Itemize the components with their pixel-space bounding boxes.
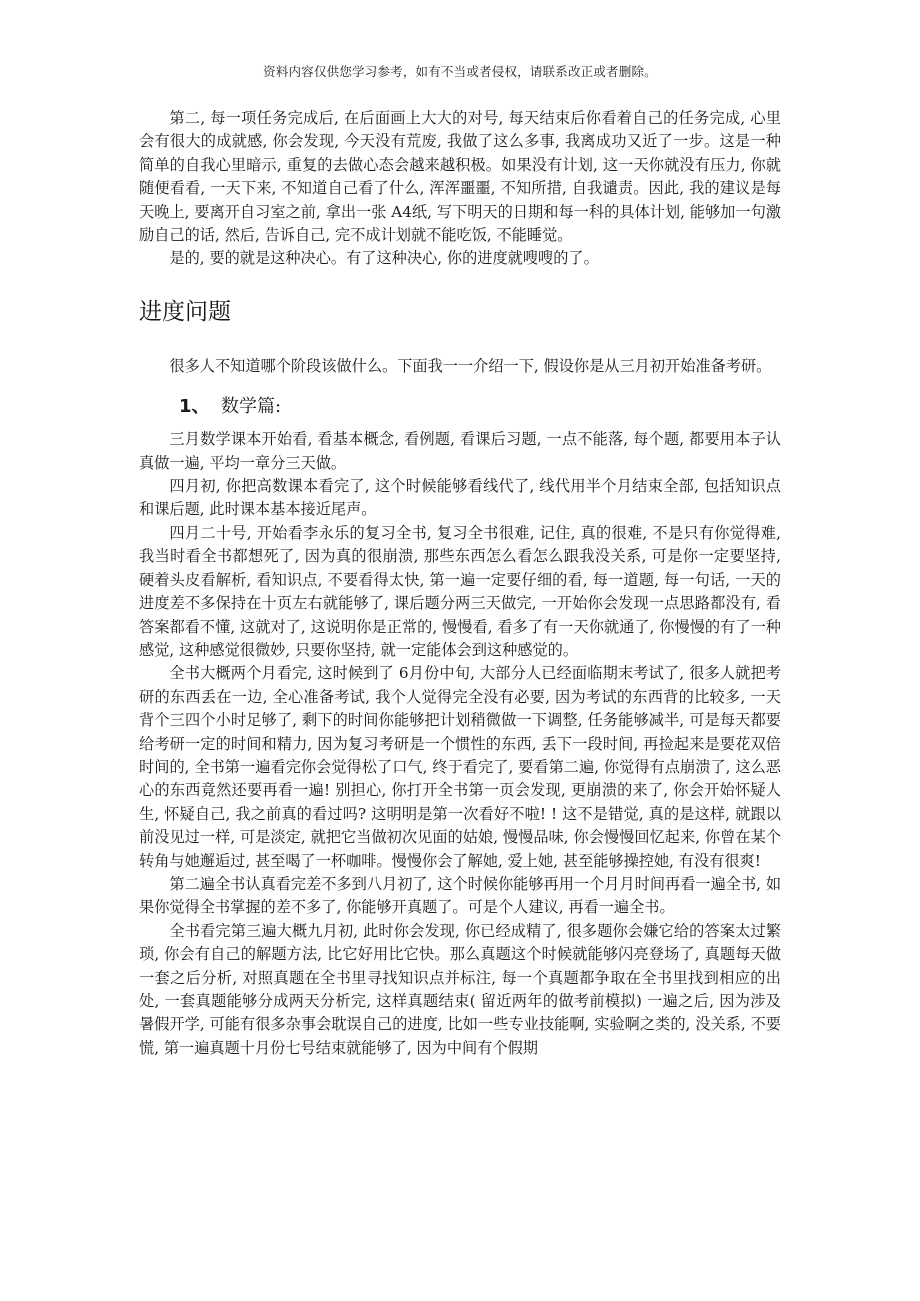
paragraph-two-months: 全书大概两个月看完, 这时候到了 6月份中旬, 大部分人已经面临期末考试了, 很多人就把考研的东西丢在一边, 全心准备考试, 我个人觉得完全没有必要, 因为考试的东西背的比较多, 一天背个三四个小时足够了, 剩下的时间你能够把计划稍微做一下调整, 任务能够减半, 可是每天都要给考研一定的时间和精力, 因为复习考研是一个惯性的东西, 丢下一段时间, 再捡起来是要花双倍时间的, 全书第一遍看完你会觉得松了口气, 终于看完了, 要看第二遍, 你觉得有点崩溃了, 这么恶心的东西竟然还要再看一遍! 别担心, 你打开全书第一页会发现, 更崩溃的来了, 你会开始怀疑人生, 怀疑自己, 我之前真的看过吗? 这明明是第一次看好不啦! ! 这不是错觉, 真的是这样, 就跟以前没见过一样, 可是淡定, 就把它当做初次见面的姑娘, 慢慢品味, 你会慢慢回忆起来, 你曾在某个转角与她邂逅过, 甚至喝了一杯咖啡。慢慢你会了解她, 爱上她, 甚至能够操控她, 有没有很爽! bbox=[139, 664, 781, 870]
document-body bbox=[139, 107, 781, 1060]
paragraph-task-checkmark: 第二, 每一项任务完成后, 在后面画上大大的对号, 每天结束后你看着自己的任务完成, 心里会有很大的成就感, 你会发现, 今天没有荒废, 我做了这么多事, 我离成功又近了一步。这是一种简单的自我心里暗示, 重复的去做心态会越来越积极。如果没有计划, 这一天你就没有压力, 你就随便看看, 一天下来, 不知道自己看了什么, 浑浑噩噩, 不知所措, 自我谴责。因此, 我的建议是每天晚上, 要离开自习室之前, 拿出一张 A4纸, 写下明天的日期和每一科的具体计划, 能够加一句激励自己的话, 然后, 告诉自己, 完不成计划就不能吃饭, 不能睡觉。 bbox=[139, 109, 781, 245]
paragraph-early-april: 四月初, 你把高数课本看完了, 这个时候能够看线代了, 线代用半个月结束全部, 包括知识点和课后题, 此时课本基本接近尾声。 bbox=[139, 477, 781, 519]
paragraph-section-intro: 很多人不知道哪个阶段该做什么。下面我一一介绍一下, 假设你是从三月初开始准备考研。 bbox=[169, 356, 772, 375]
paragraph-third-pass: 全书看完第三遍大概九月初, 此时你会发现, 你已经成精了, 很多题你会嫌它给的答案太过繁琐, 你会有自己的解题方法, 比它好用比它快。那么真题这个时候就能够闪亮登场了, 真题每天做一套之后分析, 对照真题在全书里寻找知识点并标注, 每一个真题都争取在全书里找到相应的出处, 一套真题能够分成两天分析完, 这样真题结束( 留近两年的做考前模拟) 一遍之后, 因为涉及暑假开学, 可能有很多杂事会耽误自己的进度, 比如一些专业技能啊, 实验啊之类的, 没关系, 不要慌, 第一遍真题十月份七号结束就能够了, 因为中间有个假期 bbox=[139, 921, 781, 1057]
paragraph-march: 三月数学课本开始看, 看基本概念, 看例题, 看课后习题, 一点不能落, 每个题, 都要用本子认真做一遍, 平均一章分三天做。 bbox=[139, 430, 781, 472]
subsection-number: 1、 bbox=[179, 396, 210, 418]
subsection-heading-math bbox=[139, 392, 781, 422]
paragraph-determination: 是的, 要的就是这种决心。有了这种决心, 你的进度就嗖嗖的了。 bbox=[169, 249, 599, 268]
section-heading-progress: 进度问题 bbox=[139, 298, 231, 325]
paragraph-second-pass: 第二遍全书认真看完差不多到八月初了, 这个时候你能够再用一个月月时间再看一遍全书, 如果你觉得全书掌握的差不多了, 你能够开真题了。可是个人建议, 再看一遍全书。 bbox=[139, 874, 782, 917]
paragraph-april-20: 四月二十号, 开始看李永乐的复习全书, 复习全书很难, 记住, 真的很难, 不是只有你觉得难, 我当时看全书都想死了, 因为真的很崩溃, 那些东西怎么看怎么跟我没关系, 可是你一定要坚持, 硬着头皮看解析, 看知识点, 不要看得太快, 第一遍一定要仔细的看, 每一道题, 每一句话, 一天的进度差不多保持在十页左右就能够了, 课后题分两三天做完, 一开始你会发现一点思路都没有, 看答案都看不懂, 这就对了, 这说明你是正常的, 慢慢看, 看多了有一天你就通了, 你慢慢的有了一种感觉, 这种感觉很微妙, 只要你坚持, 就一定能体会到这种感觉的。 bbox=[139, 523, 781, 659]
copyright-notice: 资料内容仅供您学习参考，如有不当或者侵权，请联系改正或者删除。 bbox=[263, 64, 657, 79]
subsection-title: 数学篇: bbox=[220, 396, 282, 418]
